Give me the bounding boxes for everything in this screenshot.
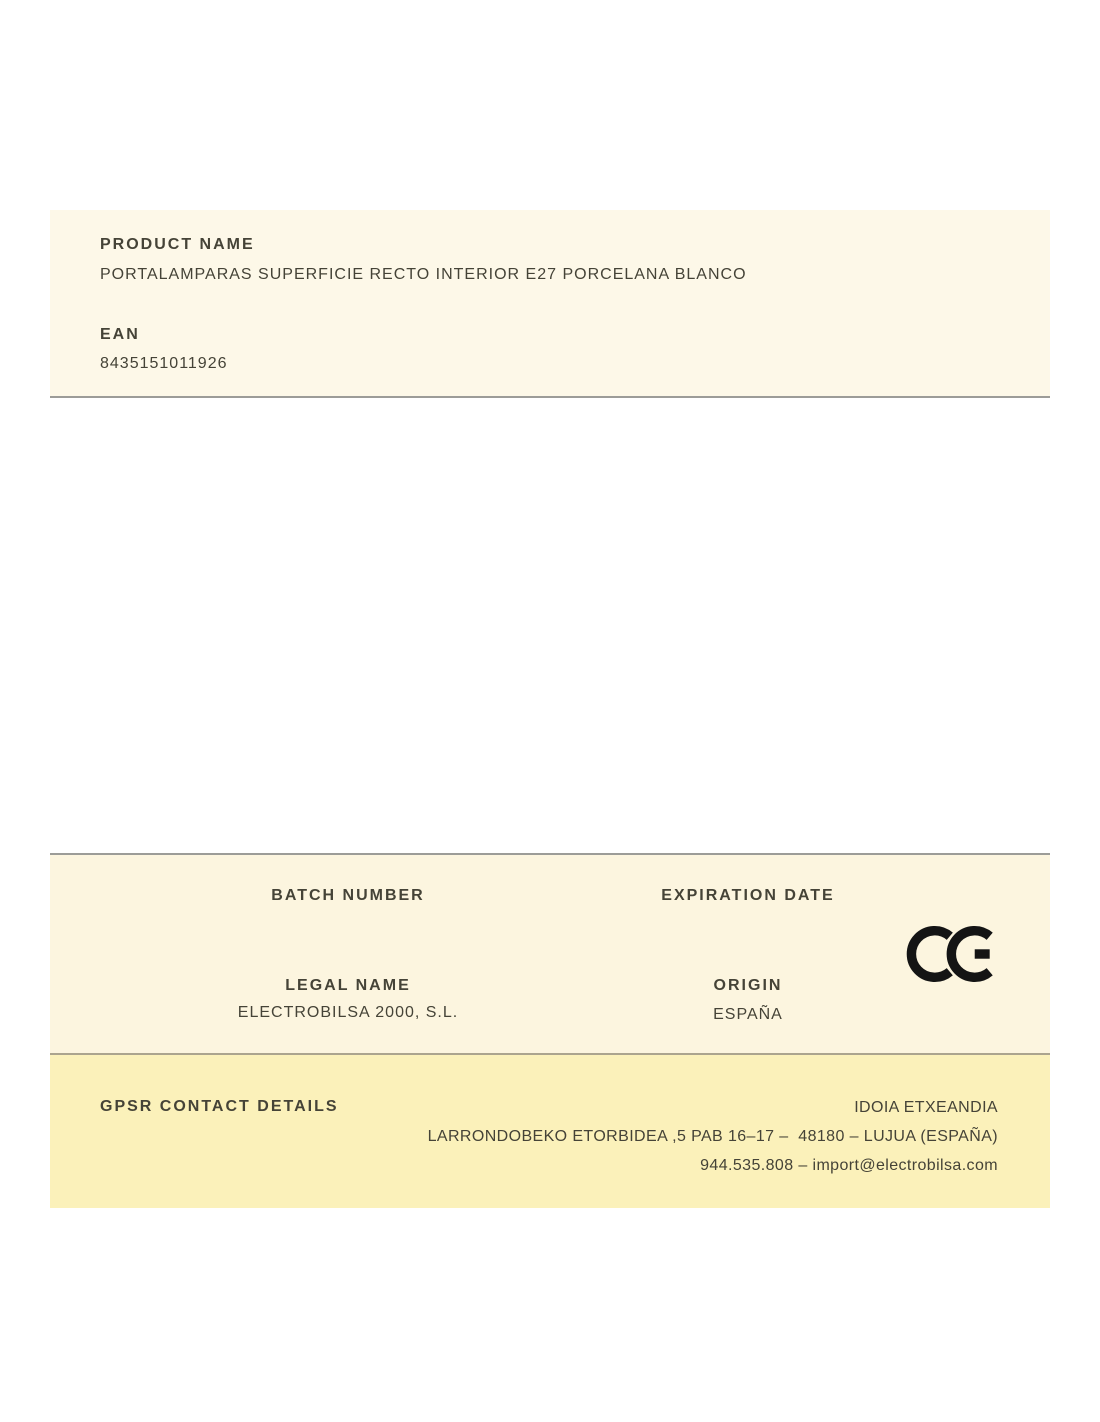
batch-info-panel <box>50 853 1050 1055</box>
product-info-panel <box>50 210 1050 398</box>
gpsr-contact-address: LARRONDOBEKO ETORBIDEA ,5 PAB 16–17 – 48180 – LUJUA (ESPAÑA) <box>427 1128 998 1145</box>
gpsr-contact-panel <box>50 1055 1050 1208</box>
gpsr-contact-row <box>100 1093 998 1180</box>
gpsr-contact-phone-email: 944.535.808 – import@electrobilsa.com <box>700 1157 998 1174</box>
ce-mark <box>906 925 1002 988</box>
gpsr-contact-name: IDOIA ETXEANDIA <box>854 1099 998 1116</box>
expiration-date-label: EXPIRATION DATE <box>661 887 835 904</box>
ean-field <box>100 327 1000 372</box>
ean-value: 8435151011926 <box>100 355 228 372</box>
product-name-value: PORTALAMPARAS SUPERFICIE RECTO INTERIOR E27 PORCELANA BLANCO <box>100 266 747 283</box>
legal-name-value: ELECTROBILSA 2000, S.L. <box>237 1004 459 1021</box>
legal-name-label: LEGAL NAME <box>285 977 411 994</box>
product-name-field <box>100 237 1000 283</box>
origin-value: ESPAÑA <box>713 1006 783 1023</box>
origin-label: ORIGIN <box>713 977 783 994</box>
ean-label: EAN <box>100 326 140 343</box>
gpsr-contact-details-label: GPSR CONTACT DETAILS <box>100 1098 339 1115</box>
gpsr-contact-block <box>428 1093 998 1180</box>
batch-number-label: BATCH NUMBER <box>271 887 425 904</box>
product-name-label: PRODUCT NAME <box>100 236 255 253</box>
ce-mark-icon <box>906 925 998 983</box>
